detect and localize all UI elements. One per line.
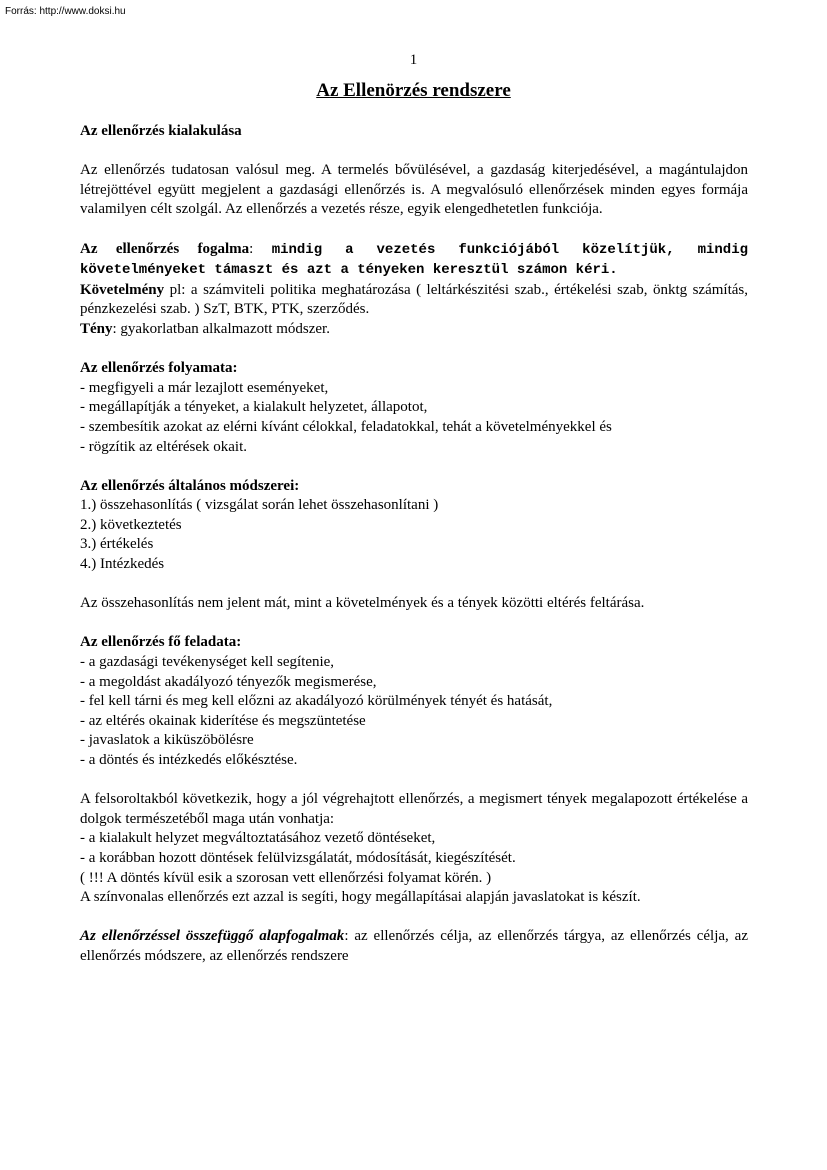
consequence-note: ( !!! A döntés kívül esik a szorosan vett ellenőrzési folyamat körén. ) (80, 869, 492, 886)
basics-text: : az ellenőrzés célja, az ellenőrzés tárgya, az ellenőrzés célja, az ellenőrzés módszere, az ellenőrzés rendszere (80, 928, 748, 964)
document-title: Az Ellenörzés rendszere (316, 80, 511, 101)
list-item: 1.) összehasonlítás ( vizsgálat során lehet összehasonlítani ) (80, 497, 439, 514)
list-item: - javaslatok a kiküszöbölésre (80, 731, 748, 751)
list-item: 2.) következtetés (80, 516, 182, 533)
list-item: - az eltérés okainak kiderítése és megszüntetése (80, 712, 748, 732)
process-list (80, 379, 748, 457)
methods-list (80, 496, 748, 574)
formation-paragraph: Az ellenőrzés tudatosan valósul meg. A termelés bővülésével, a gazdaság kiterjedésével, a magántulajdon létrejöttével együtt megjelent a gazdasági ellenőrzés is. A megvalósuló ellenőrzések minden egyes formája valamilyen célt szolgál. Az ellenőrzés a vezetés része, egyik elengedhetetlen funkciója. (80, 162, 748, 218)
list-item: 3.) értékelés (80, 536, 154, 553)
comparison-note: Az összehasonlítás nem jelent mát, mint a követelmények és a tények közötti eltérés feltárása. (80, 595, 645, 612)
requirement-paragraph (80, 281, 748, 320)
consequence-closing: A színvonalas ellenőrzés ezt azzal is segíti, hogy megállapításai alapján javaslatokat is készít. (80, 889, 641, 906)
definition-colon: : (249, 240, 254, 257)
document-body (80, 122, 748, 967)
list-item: - megállapítják a tényeket, a kialakult helyzetet, állapotot, (80, 398, 748, 418)
requirement-label: Követelmény (80, 281, 165, 298)
source-label: Forrás: http://www.doksi.hu (5, 6, 126, 17)
process-heading: Az ellenőrzés folyamata: (80, 360, 238, 377)
list-item: 4.) Intézkedés (80, 556, 165, 573)
basics-label: Az ellenőrzéssel összefüggő alapfogalmak (80, 928, 345, 945)
definition-text: mindig a vezetés funkciójából közelítjük, mindig követelményeket támaszt és azt a tényeken keresztül számon kéri. (80, 241, 749, 279)
list-item: - a megoldást akadályozó tényezők megismerése, (80, 673, 748, 693)
basics-paragraph (80, 927, 748, 966)
list-item: - a kialakult helyzet megváltoztatásához vezető döntéseket, (80, 829, 748, 849)
list-item: - rögzítik az eltérések okait. (80, 438, 748, 458)
list-item: - a döntés és intézkedés előkésztése. (80, 751, 748, 771)
definition-paragraph (80, 240, 748, 281)
fact-text: : gyakorlatban alkalmazott módszer. (112, 320, 330, 337)
list-item: - a gazdasági tevékenységet kell segítenie, (80, 653, 748, 673)
fact-paragraph (80, 320, 748, 340)
tasks-heading: Az ellenőrzés fő feladata: (80, 634, 242, 651)
methods-heading: Az ellenőrzés általános módszerei: (80, 477, 300, 494)
list-item: - fel kell tárni és meg kell előzni az akadályozó körülmények tényét és hatását, (80, 692, 748, 712)
page-number: 1 (409, 52, 418, 68)
consequence-list (80, 829, 748, 868)
list-item: - a korábban hozott döntések felülvizsgálatát, módosítását, kiegészítését. (80, 849, 748, 869)
consequence-intro: A felsoroltakból következik, hogy a jól végrehajtott ellenőrzés, a megismert tények megalapozott értékelése a dolgok természetéből maga után vonhatja: (80, 791, 748, 827)
definition-label: Az ellenőrzés fogalma (80, 240, 250, 257)
section-heading-formation: Az ellenőrzés kialakulása (80, 123, 242, 139)
requirement-text: pl: a számviteli politika meghatározása ( leltárkészitési szab., értékelési szab, önktg számítás, pénzkezelési szab. ) SzT, BTK, PTK, szerződés. (80, 281, 748, 318)
fact-label: Tény (80, 320, 113, 337)
list-item: - szembesítik azokat az elérni kívánt célokkal, feladatokkal, tehát a követelményekkel és (80, 418, 748, 438)
list-item: - megfigyeli a már lezajlott eseményeket, (80, 379, 748, 399)
tasks-list (80, 653, 748, 771)
